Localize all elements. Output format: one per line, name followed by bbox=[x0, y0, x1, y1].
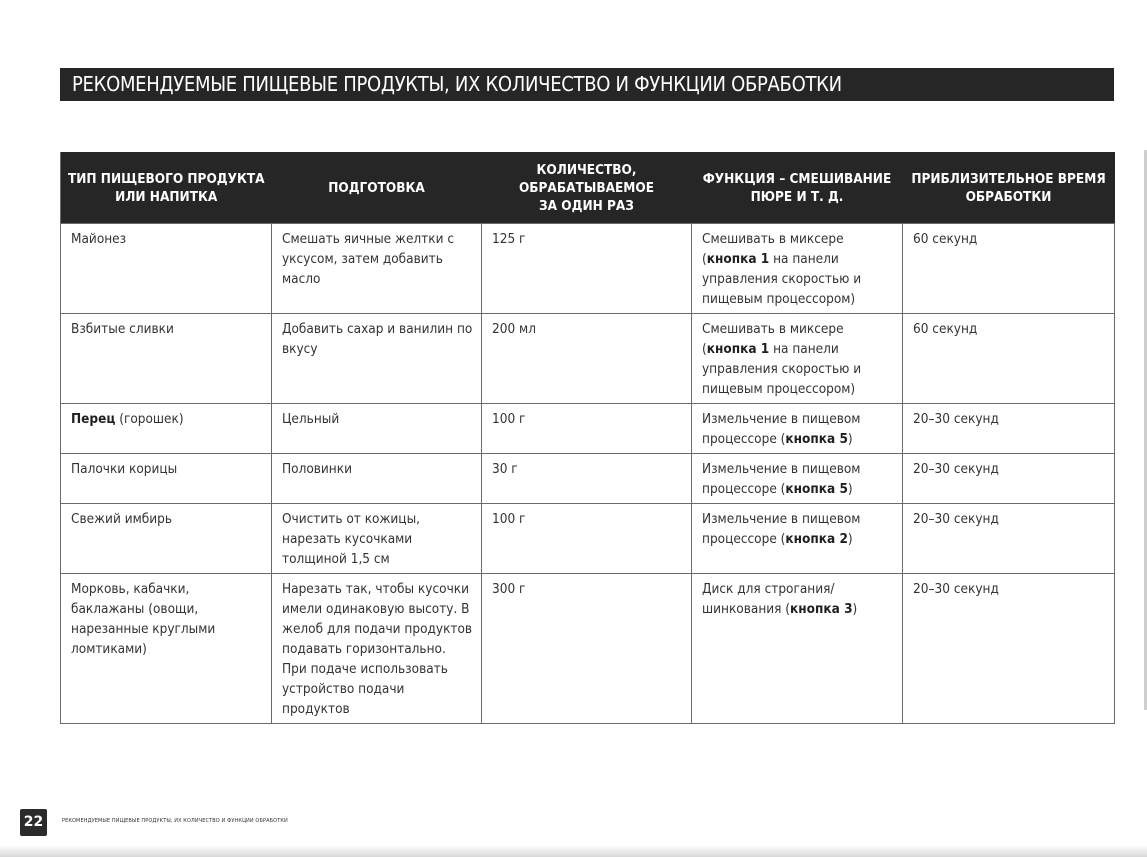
cell-func bbox=[692, 454, 903, 504]
cell-qty: 125 г bbox=[482, 224, 692, 314]
header-line: КОЛИЧЕСТВО, bbox=[536, 161, 637, 178]
cell-text: на панели управления скоростью и пищевым процессором) bbox=[702, 251, 862, 307]
cell-food bbox=[61, 224, 272, 314]
cell-prep bbox=[272, 454, 482, 504]
cell-text: Смешивать в миксере ( bbox=[702, 321, 844, 357]
header-food-type bbox=[61, 152, 272, 224]
cell-text: Майонез bbox=[71, 231, 127, 247]
cell-qty: 200 мл bbox=[482, 314, 692, 404]
cell-text: ) bbox=[852, 601, 858, 617]
cell-time: 20–30 секунд bbox=[903, 404, 1115, 454]
cell-text: на панели управления скоростью и пищевым процессором) bbox=[702, 341, 862, 397]
header-quantity bbox=[482, 152, 692, 224]
cell-food bbox=[61, 314, 272, 404]
cell-prep bbox=[272, 314, 482, 404]
header-preparation bbox=[272, 152, 482, 224]
table-row bbox=[61, 404, 1115, 454]
cell-text: Морковь, кабачки, баклажаны (овощи, нарезанные круглыми ломтиками) bbox=[71, 581, 216, 657]
cell-text: Диск для строгания/ шинкования ( bbox=[702, 581, 835, 617]
header-time bbox=[903, 152, 1115, 224]
header-line: ФУНКЦИЯ – СМЕШИВАНИЕ bbox=[702, 170, 892, 187]
cell-food bbox=[61, 404, 272, 454]
scan-bottom-edge bbox=[0, 845, 1147, 857]
header-line: ОБРАБОТКИ bbox=[965, 188, 1052, 205]
cell-text: Смешать яичные желтки с уксусом, затем добавить масло bbox=[282, 231, 455, 287]
cell-qty: 100 г bbox=[482, 504, 692, 574]
cell-text: кнопка 5 bbox=[785, 481, 848, 497]
cell-qty: 300 г bbox=[482, 574, 692, 724]
header-line: ПЮРЕ И Т. Д. bbox=[750, 188, 844, 205]
header-line: ИЛИ НАПИТКА bbox=[115, 188, 218, 205]
cell-text: Очистить от кожицы, нарезать кусочками толщиной 1,5 см bbox=[282, 511, 421, 567]
cell-func bbox=[692, 504, 903, 574]
header-line: ОБРАБАТЫВАЕМОЕ bbox=[518, 179, 655, 196]
cell-time: 60 секунд bbox=[903, 224, 1115, 314]
cell-time: 20–30 секунд bbox=[903, 574, 1115, 724]
table-row bbox=[61, 314, 1115, 404]
cell-text: ) bbox=[847, 481, 853, 497]
table-header-row bbox=[61, 152, 1115, 224]
header-line: ПРИБЛИЗИТЕЛЬНОЕ ВРЕМЯ bbox=[911, 170, 1106, 187]
cell-text: ) bbox=[847, 531, 853, 547]
cell-food bbox=[61, 454, 272, 504]
table-row bbox=[61, 504, 1115, 574]
cell-prep bbox=[272, 574, 482, 724]
page-title: РЕКОМЕНДУЕМЫЕ ПИЩЕВЫЕ ПРОДУКТЫ, ИХ КОЛИЧЕСТВО И ФУНКЦИИ ОБРАБОТКИ bbox=[60, 68, 1114, 101]
cell-func bbox=[692, 574, 903, 724]
cell-text: ) bbox=[847, 431, 853, 447]
cell-food bbox=[61, 504, 272, 574]
food-table bbox=[60, 152, 1115, 724]
cell-prep bbox=[272, 504, 482, 574]
cell-qty: 30 г bbox=[482, 454, 692, 504]
cell-text: кнопка 1 bbox=[706, 251, 770, 267]
page-number-badge: 22 bbox=[20, 809, 47, 836]
cell-prep bbox=[272, 404, 482, 454]
cell-text: Палочки корицы bbox=[71, 461, 178, 477]
cell-time: 20–30 секунд bbox=[903, 504, 1115, 574]
cell-text: кнопка 1 bbox=[706, 341, 770, 357]
cell-func bbox=[692, 224, 903, 314]
cell-func bbox=[692, 404, 903, 454]
cell-text: Половинки bbox=[282, 461, 352, 477]
header-line: ПОДГОТОВКА bbox=[328, 179, 425, 196]
cell-text: кнопка 2 bbox=[785, 531, 848, 547]
table-row bbox=[61, 454, 1115, 504]
cell-time: 20–30 секунд bbox=[903, 454, 1115, 504]
cell-text: Взбитые сливки bbox=[71, 321, 174, 337]
cell-text: кнопка 5 bbox=[785, 431, 848, 447]
cell-text: Перец bbox=[71, 411, 116, 427]
cell-text: кнопка 3 bbox=[790, 601, 853, 617]
cell-time: 60 секунд bbox=[903, 314, 1115, 404]
cell-prep bbox=[272, 224, 482, 314]
table-body bbox=[61, 224, 1115, 724]
cell-text: Цельный bbox=[282, 411, 340, 427]
cell-food bbox=[61, 574, 272, 724]
table-row bbox=[61, 224, 1115, 314]
cell-text: (горошек) bbox=[115, 411, 184, 427]
cell-text: Измельчение в пищевом процессоре ( bbox=[702, 461, 861, 497]
header-line: ЗА ОДИН РАЗ bbox=[539, 197, 634, 214]
header-function bbox=[692, 152, 903, 224]
header-line: ТИП ПИЩЕВОГО ПРОДУКТА bbox=[67, 170, 265, 187]
cell-qty: 100 г bbox=[482, 404, 692, 454]
cell-text: Измельчение в пищевом процессоре ( bbox=[702, 511, 861, 547]
cell-func bbox=[692, 314, 903, 404]
table-row bbox=[61, 574, 1115, 724]
cell-text: Измельчение в пищевом процессоре ( bbox=[702, 411, 861, 447]
footer-running-title: РЕКОМЕНДУЕМЫЕ ПИЩЕВЫЕ ПРОДУКТЫ, ИХ КОЛИЧЕСТВО И ФУНКЦИИ ОБРАБОТКИ bbox=[62, 818, 288, 824]
cell-text: Нарезать так, чтобы кусочки имели одинаковую высоту. В желоб для подачи продуктов подавать горизонтально. При подаче использовать устройство подачи продуктов bbox=[282, 581, 473, 717]
cell-text: Свежий имбирь bbox=[71, 511, 172, 527]
cell-text: Добавить сахар и ванилин по вкусу bbox=[282, 321, 473, 357]
cell-text: Смешивать в миксере ( bbox=[702, 231, 844, 267]
